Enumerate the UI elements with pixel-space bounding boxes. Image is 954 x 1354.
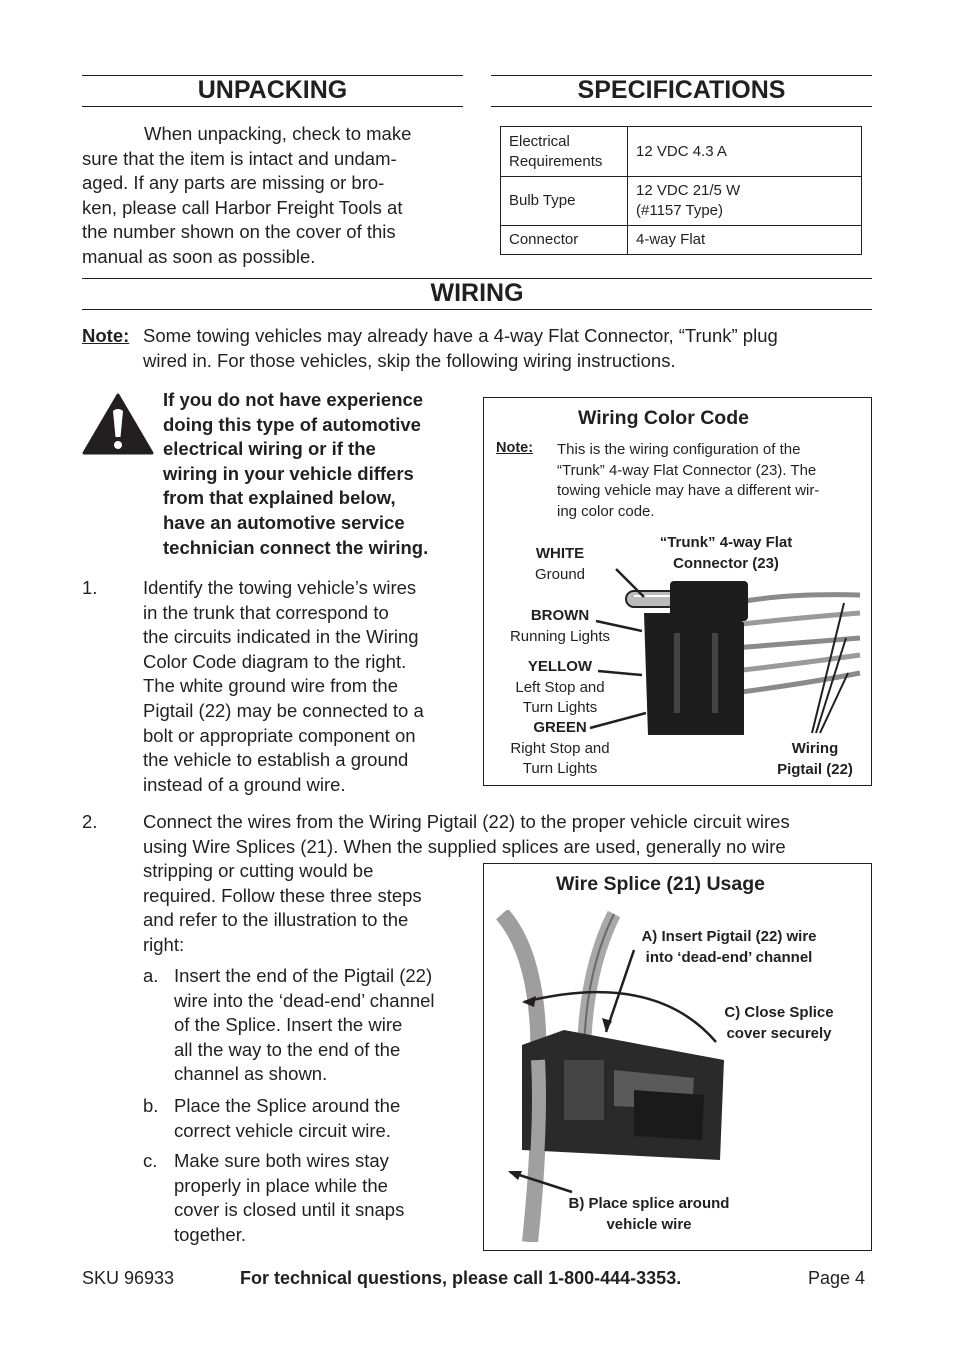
substep-c-text: Make sure both wires stay properly in place while the cover is closed until it snaps together. [174,1150,405,1245]
table-row: Connector 4-way Flat [501,226,862,255]
step-2-number: 2. [82,811,98,832]
splice-title: Wire Splice (21) Usage [556,873,765,895]
unpacking-paragraph: When unpacking, check to make sure that the item is intact and undam- aged. If any parts are missing or bro- ken, please call Harbor Freight Tools at the number shown on the cover of this manual as soon as possible. [82,123,412,267]
footer-sku: SKU 96933 [82,1268,175,1288]
wiring-note-label: Note: [82,325,130,346]
connector-label: “Trunk” 4-way Flat Connector (23) [659,534,793,572]
unpacking-heading: UNPACKING [82,75,463,107]
step-1-number: 1. [82,577,98,598]
specifications-heading: SPECIFICATIONS [491,75,872,107]
substep-b-letter: b. [143,1095,159,1116]
wire-brown-label: BROWN Running Lights [509,607,611,645]
wire-white-label: WHITE Ground [534,545,586,583]
wiring-note-text: Some towing vehicles may already have a 4-way Flat Connector, “Trunk” plug wired in. For those vehicles, skip the following wiring instructions. [143,325,778,371]
splice-label-a: A) Insert Pigtail (22) wire into ‘dead-end’ channel [641,928,817,966]
substep-a-letter: a. [143,965,159,986]
wire-splice-box [483,863,872,1251]
splice-label-b: B) Place splice around vehicle wire [568,1195,730,1233]
specifications-table [500,126,862,255]
table-row: Electrical Requirements 12 VDC 4.3 A [501,127,862,177]
wire-yellow-label: YELLOW Left Stop and Turn Lights [515,658,605,716]
color-code-title: Wiring Color Code [578,407,749,429]
color-code-note-label: Note: [496,440,534,456]
color-code-note-text: This is the wiring configuration of the “Trunk” 4-way Flat Connector (23). The towing vehicle may have a different wir- ing color code. [557,441,820,520]
wire-green-label: GREEN Right Stop and Turn Lights [510,719,610,777]
substep-c-letter: c. [143,1150,158,1171]
table-row: Bulb Type 12 VDC 21/5 W (#1157 Type) [501,177,862,226]
step-1-text: Identify the towing vehicle’s wires in the trunk that correspond to the circuits indicated in the Wiring Color Code diagram to the right. The white ground wire from the Pigtail (22) may be connected to a bolt or appropriate component on the vehicle to establish a ground instead of a ground wire. [143,577,424,795]
warning-icon [82,393,154,455]
wiring-color-code-box [483,397,872,786]
step-2-intro: Connect the wires from the Wiring Pigtail (22) to the proper vehicle circuit wires using Wire Splices (21). When the supplied splices are used, generally no wire [143,811,790,857]
footer-page-number: Page 4 [808,1268,866,1288]
wiring-heading: WIRING [82,278,872,310]
warning-text: If you do not have experience doing this type of automotive electrical wiring or if the wiring in your vehicle differs from that explained below, have an automotive service technician connect the wiring. [163,389,429,558]
step-2-text: stripping or cutting would be required. Follow these three steps and refer to the illustration to the right: [143,860,422,955]
footer-phone: For technical questions, please call 1-800-444-3353. [240,1268,682,1288]
substep-b-text: Place the Splice around the correct vehicle circuit wire. [174,1095,401,1141]
pigtail-label: Wiring Pigtail (22) [777,740,853,778]
substep-a-text: Insert the end of the Pigtail (22) wire into the ‘dead-end’ channel of the Splice. Insert the wire all the way to the end of the channel as shown. [174,965,435,1085]
splice-label-c: C) Close Splice cover securely [724,1004,834,1042]
